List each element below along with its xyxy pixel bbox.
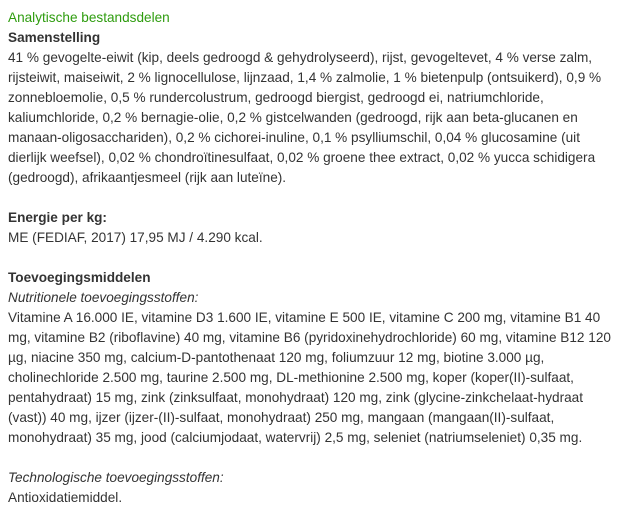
nutritional-additives-label: Nutritionele toevoegingsstoffen: [8, 290, 199, 305]
composition-heading: Samenstelling [8, 30, 101, 45]
spacer [8, 248, 621, 268]
nutritional-additives-text: Vitamine A 16.000 IE, vitamine D3 1.600 IE, vitamine E 500 IE, vitamine C 200 mg, vitamine B1 40 mg, vitamine B2 (riboflavine) 40 mg, vitamine B6 (pyridoxinehydrochloride) 60 mg, vitamine B12 120 µg, niacine 350 mg, calcium-D-pantothenaat 120 mg, foliumzuur 12 mg, biotine 3.000 µg, cholinechloride 2.500 mg, taurine 2.500 mg, DL-methionine 2.500 mg, koper (koper(II)-sulfaat, pentahydraat) 15 mg, zink (zinksulfaat, monohydraat) 120 mg, zink (glycine-zinkchelaat-hydraat (vast)) 40 mg, ijzer (ijzer-(II)-sulfaat, monohydraat) 250 mg, mangaan (mangaan(II)-sulfaat, monohydraat) 35 mg, jood (calciumjodaat, watervrij) 2,5 mg, seleniet (natriumseleniet) 0,35 mg. [8, 310, 611, 445]
energy-heading: Energie per kg: [8, 210, 107, 225]
spacer [8, 448, 621, 468]
section-title: Analytische bestandsdelen [8, 10, 170, 25]
technological-additives-label: Technologische toevoegingsstoffen: [8, 470, 224, 485]
composition-text: 41 % gevogelte-eiwit (kip, deels gedroogd & gehydrolyseerd), rijst, gevogeltevet, 4 % verse zalm, rijsteiwit, maiseiwit, 2 % lignocellulose, lijnzaad, 1,4 % zalmolie, 1 % bietenpulp (ontsuikerd), 0,9 % zonnebloemolie, 0,5 % rundercolustrum, gedroogd biergist, gedroogd ei, natriumchloride, kaliumchloride, 0,2 % bernagie-olie, 0,2 % gistcelwanden (gedroogd, rijk aan beta-glucanen en manaan-oligosacchariden), 0,2 % cichorei-inuline, 0,1 % psylliumschil, 0,04 % glucosamine (uit dierlijk weefsel), 0,02 % chondroïtinesulfaat, 0,02 % groene thee extract, 0,02 % yucca schidigera (gedroogd), afrikaantjesmeel (rijk aan luteïne). [8, 50, 602, 185]
spacer [8, 188, 621, 208]
additives-heading: Toevoegingsmiddelen [8, 270, 151, 285]
technological-additives-text: Antioxidatiemiddel. [8, 490, 123, 505]
energy-text: ME (FEDIAF, 2017) 17,95 MJ / 4.290 kcal. [8, 230, 263, 245]
